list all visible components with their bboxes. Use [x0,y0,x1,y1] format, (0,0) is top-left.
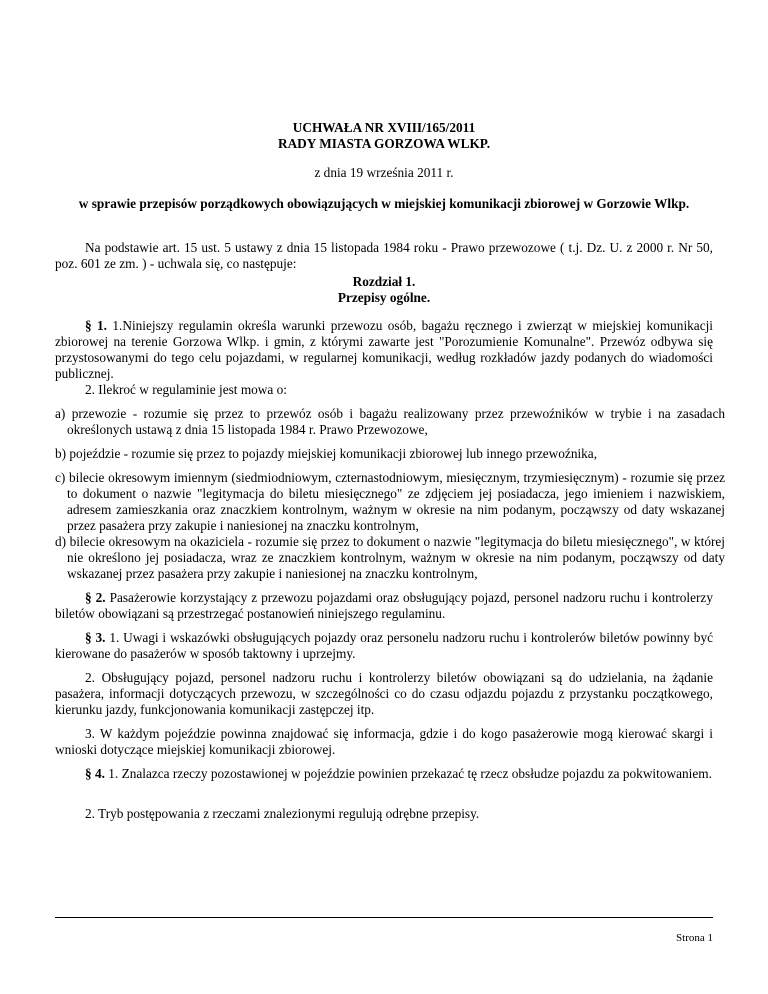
footer-divider [55,917,713,918]
list-item-c: c) bilecie okresowym imiennym (siedmiodniowym, czternastodniowym, miesięcznym, trzymiesięcznym) - rozumie się przez to dokument o nazwie "legitymacja do biletu miesięcznego" ze zdjęciem jej posiadacza, jego imieniem i nazwiskiem, adresem zamieszkania oraz znaczkiem kontrolnym, ważnym w okresie na nim podanym, począwszy od daty wskazanej przez pasażera przy zakupie i naniesionej na znaczku kontrolnym, [55,470,725,533]
section-3-mark: § 3. [85,630,106,645]
resolution-subject: w sprawie przepisów porządkowych obowiązujących w miejskiej komunikacji zbiorowej w Gorzowie Wlkp. [78,196,690,211]
resolution-date: z dnia 19 września 2011 r. [314,165,454,180]
section-2-mark: § 2. [85,590,106,605]
resolution-number: UCHWAŁA NR XVIII/165/2011 [292,120,476,135]
section-3-paragraph-1 [55,630,713,662]
section-2-text: Pasażerowie korzystający z przewozu pojazdami oraz obsługujący pojazd, personel nadzoru ruchu i kontrolerzy biletów obowiązani są przestrzegać postanowień niniejszego regulaminu. [55,590,713,621]
section-1-text: 1.Niniejszy regulamin określa warunki przewozu osób, bagażu ręcznego i zwierząt w miejskiej komunikacji zbiorowej na terenie Gorzowa Wlkp. i gmin, z którymi zawarte jest "Porozumienie Komunalne". Przewóz odbywa się przystosowanymi do tego celu pojazdami, w regularnej komunikacji, według rozkładów jazdy podanych do wiadomości publicznej. [55,318,713,381]
section-2-paragraph [55,590,713,622]
list-item-d: d) bilecie okresowym na okaziciela - rozumie się przez to dokument o nazwie "legitymacja do biletu miesięcznego", w której nie określono jej posiadacza, wraz ze znaczkiem kontrolnym, ważnym w okresie na nim podanym, począwszy od daty wskazanej przez pasażera przy zakupie i naniesionej na znaczku kontrolnym, [55,534,725,581]
list-item-b: b) pojeździe - rozumie się przez to pojazdy miejskiej komunikacji zbiorowej lub innego przewoźnika, [55,446,598,461]
chapter-heading [55,274,713,306]
section-4-paragraph-1 [55,766,713,782]
section-3-text: 1. Uwagi i wskazówki obsługujących pojazdy oraz personelu nadzoru ruchu i kontrolerów biletów powinny być kierowane do pasażerów w sposób taktowny i uprzejmy. [55,630,713,661]
section-4-paragraph-2: 2. Tryb postępowania z rzeczami znalezionymi regulują odrębne przepisy. [85,806,480,821]
section-3-paragraph-3: 3. W każdym pojeździe powinna znajdować się informacja, gdzie i do kogo pasażerowie mogą kierować skargi i wnioski dotyczące miejskiej komunikacji zbiorowej. [55,726,713,757]
chapter-title: Rozdział 1. [352,274,416,289]
resolution-title [55,120,713,152]
section-1-mark: § 1. [85,318,107,333]
chapter-subtitle: Przepisy ogólne. [337,290,431,305]
council-name: RADY MIASTA GORZOWA WLKP. [277,136,491,151]
section-1-paragraph-1 [55,318,713,382]
intro-paragraph: Na podstawie art. 15 ust. 5 ustawy z dnia 15 listopada 1984 roku - Prawo przewozowe ( t.j. Dz. U. z 2000 r. Nr 50, poz. 601 ze zm. ) - uchwala się, co następuje: [55,240,713,271]
section-1-paragraph-2: 2. Ilekroć w regulaminie jest mowa o: [85,382,287,397]
section-4-text: 1. Znalazca rzeczy pozostawionej w pojeździe powinien przekazać tę rzecz obsłudze pojazdu za pokwitowaniem. [104,766,712,781]
section-4-mark: § 4. [85,766,105,781]
section-3-paragraph-2: 2. Obsługujący pojazd, personel nadzoru ruchu i kontrolerzy biletów obowiązani są do udzielania, na żądanie pasażera, informacji dotyczących przewozu, w szczególności co do czasu odjazdu pojazdu z przystanku początkowego, kierunku jazdy, funkcjonowania komunikacji zastępczej itp. [55,670,713,717]
list-item-a: a) przewozie - rozumie się przez to przewóz osób i bagażu realizowany przez przewoźników w trybie i na zasadach określonych ustawą z dnia 15 listopada 1984 r. Prawo Przewozowe, [55,406,725,437]
page-number: Strona 1 [676,932,713,944]
